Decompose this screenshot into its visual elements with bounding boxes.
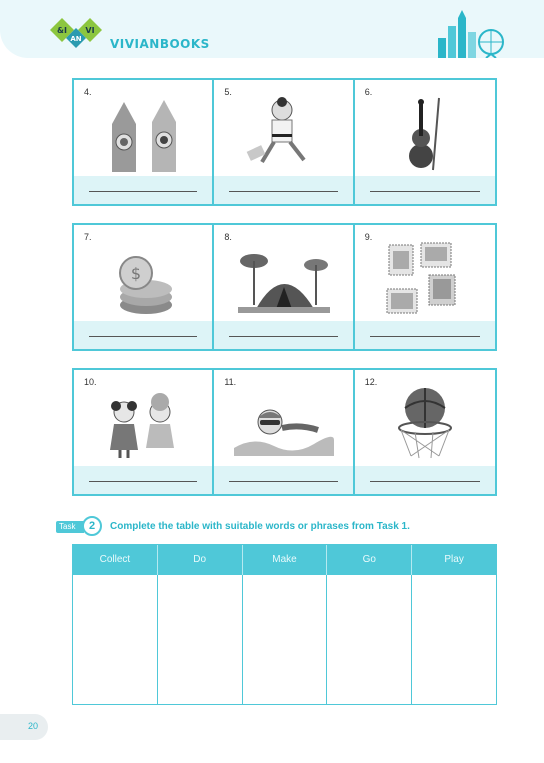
answer-blank-11[interactable] <box>229 481 337 482</box>
violin-icon <box>375 94 475 174</box>
answer-blank-12[interactable] <box>370 481 480 482</box>
column-header-collect: Collect <box>73 545 158 575</box>
picture-cell-9 <box>355 225 495 349</box>
answer-blank-9[interactable] <box>370 336 480 337</box>
answer-blank-6[interactable] <box>370 191 480 192</box>
item-number: 12. <box>364 377 378 387</box>
answer-cell-play[interactable] <box>412 575 496 704</box>
task-number-badge: 2 <box>82 516 102 536</box>
answer-table <box>72 544 497 705</box>
city-skyline-icon <box>434 8 506 58</box>
answer-band <box>74 466 212 494</box>
karate-icon <box>234 94 334 174</box>
logo-letters-1: &I <box>57 26 67 35</box>
task-tag: Task <box>56 521 84 533</box>
column-header-go: Go <box>327 545 412 575</box>
answer-band <box>355 466 495 494</box>
answer-blank-4[interactable] <box>89 191 197 192</box>
camping-tent-icon <box>234 239 334 319</box>
answer-cell-collect[interactable] <box>73 575 158 704</box>
picture-row-2 <box>72 223 497 351</box>
table-body-row <box>73 575 496 704</box>
task-instruction: Complete the table with suitable words or phrases from Task 1. <box>110 521 410 532</box>
page-number-tab <box>0 714 48 740</box>
brand-name: VIVIANBOOKS <box>110 37 210 51</box>
picture-cell-8 <box>214 225 354 349</box>
item-number: 10. <box>84 377 97 387</box>
picture-cell-11 <box>214 370 354 494</box>
answer-band <box>74 321 212 349</box>
basketball-hoop-icon <box>375 384 475 464</box>
picture-row-3 <box>72 368 497 496</box>
answer-blank-5[interactable] <box>229 191 337 192</box>
answer-band <box>214 176 352 204</box>
item-number: 6. <box>364 87 373 97</box>
stamps-icon <box>375 239 475 319</box>
logo-letters-3: AN <box>70 35 82 43</box>
rocket-costume-icon <box>94 94 194 174</box>
column-header-play: Play <box>444 554 464 565</box>
answer-cell-go[interactable] <box>327 575 412 704</box>
table-header-row <box>73 545 496 575</box>
svg-text:$: $ <box>130 264 142 283</box>
picture-cell-5 <box>214 80 354 204</box>
item-number: 7. <box>84 232 92 242</box>
coins-icon <box>94 239 194 319</box>
picture-row-1 <box>72 78 497 206</box>
answer-band <box>214 466 352 494</box>
picture-cell-7 <box>74 225 214 349</box>
answer-cell-make[interactable] <box>243 575 328 704</box>
item-number: 4. <box>84 87 92 97</box>
swimmer-icon <box>234 384 334 464</box>
page-number: 20 <box>28 721 39 731</box>
answer-band <box>214 321 352 349</box>
column-header-make: Make <box>243 545 328 575</box>
answer-band <box>355 321 495 349</box>
dolls-icon <box>94 384 194 464</box>
picture-cell-4 <box>74 80 214 204</box>
item-number: 5. <box>224 87 232 97</box>
item-number: 11. <box>224 377 237 387</box>
answer-blank-7[interactable] <box>89 336 197 337</box>
answer-cell-do[interactable] <box>158 575 243 704</box>
column-header-do: Do <box>158 545 243 575</box>
page-header <box>0 0 544 58</box>
vivianbooks-logo-icon <box>50 18 106 52</box>
item-number: 9. <box>364 232 373 242</box>
picture-cell-12 <box>355 370 495 494</box>
answer-band <box>355 176 495 204</box>
picture-cell-6 <box>355 80 495 204</box>
answer-blank-8[interactable] <box>229 336 337 337</box>
logo-letters-2: VI <box>85 26 95 35</box>
item-number: 8. <box>224 232 232 242</box>
answer-blank-10[interactable] <box>89 481 197 482</box>
answer-band <box>74 176 212 204</box>
picture-cell-10 <box>74 370 214 494</box>
